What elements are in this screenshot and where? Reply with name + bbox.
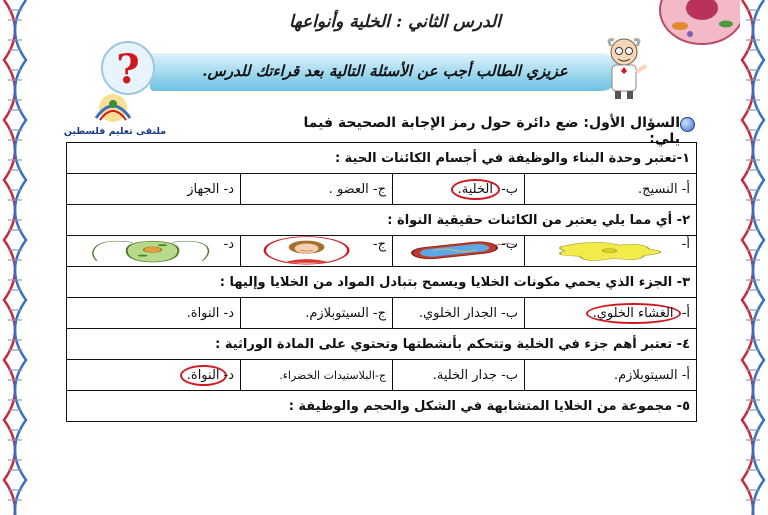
cell-illustration — [650, 0, 740, 48]
q3-option-b[interactable] — [393, 298, 525, 329]
q3-option-b-label: ب- الجدار الخلوي. — [418, 305, 519, 321]
table-row — [67, 267, 697, 298]
q2-option-d[interactable] — [67, 236, 241, 267]
algae-cell-image — [67, 236, 240, 266]
table-row — [67, 298, 697, 329]
answer-circle: النواة. — [180, 365, 227, 386]
svg-text:?: ? — [116, 46, 140, 93]
q2-option-b-label: ب- — [501, 237, 519, 252]
table-row — [67, 143, 697, 174]
section-heading: السؤال الأول: ضع دائرة حول رمز الإجابة الصحيحة فيما يلي: — [303, 115, 680, 147]
quiz-table — [66, 142, 697, 422]
q2-option-b[interactable] — [393, 236, 525, 267]
q3-option-c-label: ج- السيتوبلازم. — [305, 305, 387, 321]
table-row — [67, 329, 697, 360]
q2-option-d-label: د- — [223, 237, 235, 252]
dna-border-right — [738, 0, 768, 515]
bullet-icon — [680, 117, 695, 132]
q3-option-a[interactable] — [525, 298, 697, 329]
q1-option-b-prefix: ب- — [501, 181, 519, 197]
logo-text: ملتقى تعليم فلسطين — [63, 126, 167, 137]
question-2: ٢- أي مما يلي يعتبر من الكائنات حقيقية النواة : — [67, 205, 697, 236]
question-mark-icon — [98, 40, 158, 96]
q3-option-d[interactable] — [67, 298, 241, 329]
q2-option-c[interactable] — [241, 236, 393, 267]
answer-circle: الغشاء الخلوي. — [586, 303, 681, 324]
q1-option-b[interactable] — [393, 174, 525, 205]
q4-option-a-label: أ- السيتوبلازم. — [614, 367, 691, 383]
question-1: ١-تعتبر وحدة البناء والوظيفة في أجسام الكائنات الحية : — [67, 143, 697, 174]
q3-option-c[interactable] — [241, 298, 393, 329]
q3-option-a-prefix: أ- — [681, 305, 691, 321]
amoeba-image — [525, 236, 696, 266]
dna-border-left — [0, 0, 30, 515]
q4-option-b[interactable] — [393, 360, 525, 391]
table-row — [67, 360, 697, 391]
question-3: ٣- الجزء الذي يحمي مكونات الخلايا ويسمح بتبادل المواد من الخلايا وإليها : — [67, 267, 697, 298]
q4-option-d-prefix: د- — [223, 367, 235, 383]
q1-option-a-label: أ- النسيج. — [638, 181, 691, 197]
q1-option-d[interactable] — [67, 174, 241, 205]
answer-circle: الخلية. — [451, 179, 500, 200]
table-row — [67, 391, 697, 422]
q4-option-b-label: ب- جدار الخلية. — [432, 367, 519, 383]
instruction-text: عزيزي الطالب أجب عن الأسئلة التالية بعد قراءتك للدرس. — [202, 62, 568, 80]
table-row — [67, 236, 697, 267]
question-4: ٤- تعتبر أهم جزء في الخلية وتتحكم بأنشطتها وتحتوي على المادة الوراثية : — [67, 329, 697, 360]
q1-option-c[interactable] — [241, 174, 393, 205]
q2-option-a-label: أ- — [681, 237, 691, 252]
question-5: ٥- مجموعة من الخلايا المتشابهة في الشكل والحجم والوظيفة : — [67, 391, 697, 422]
q2-option-a[interactable] — [525, 236, 697, 267]
q4-option-d[interactable] — [67, 360, 241, 391]
table-row — [67, 174, 697, 205]
table-row — [67, 205, 697, 236]
q1-option-c-label: ج- العضو . — [328, 181, 387, 197]
q1-option-a[interactable] — [525, 174, 697, 205]
q4-option-a[interactable] — [525, 360, 697, 391]
site-logo — [78, 90, 148, 126]
q4-option-c[interactable] — [241, 360, 393, 391]
q1-option-d-label: د- الجهاز — [187, 181, 235, 197]
girl-photo — [241, 236, 392, 266]
scientist-mascot — [598, 36, 650, 100]
q2-option-c-label: ج- — [372, 237, 387, 252]
q3-option-d-label: د- النواة. — [186, 305, 235, 321]
lesson-title: الدرس الثاني : الخلية وأنواعها — [289, 12, 501, 32]
q4-option-c-label: ج-البلاستيدات الخضراء. — [279, 368, 387, 382]
